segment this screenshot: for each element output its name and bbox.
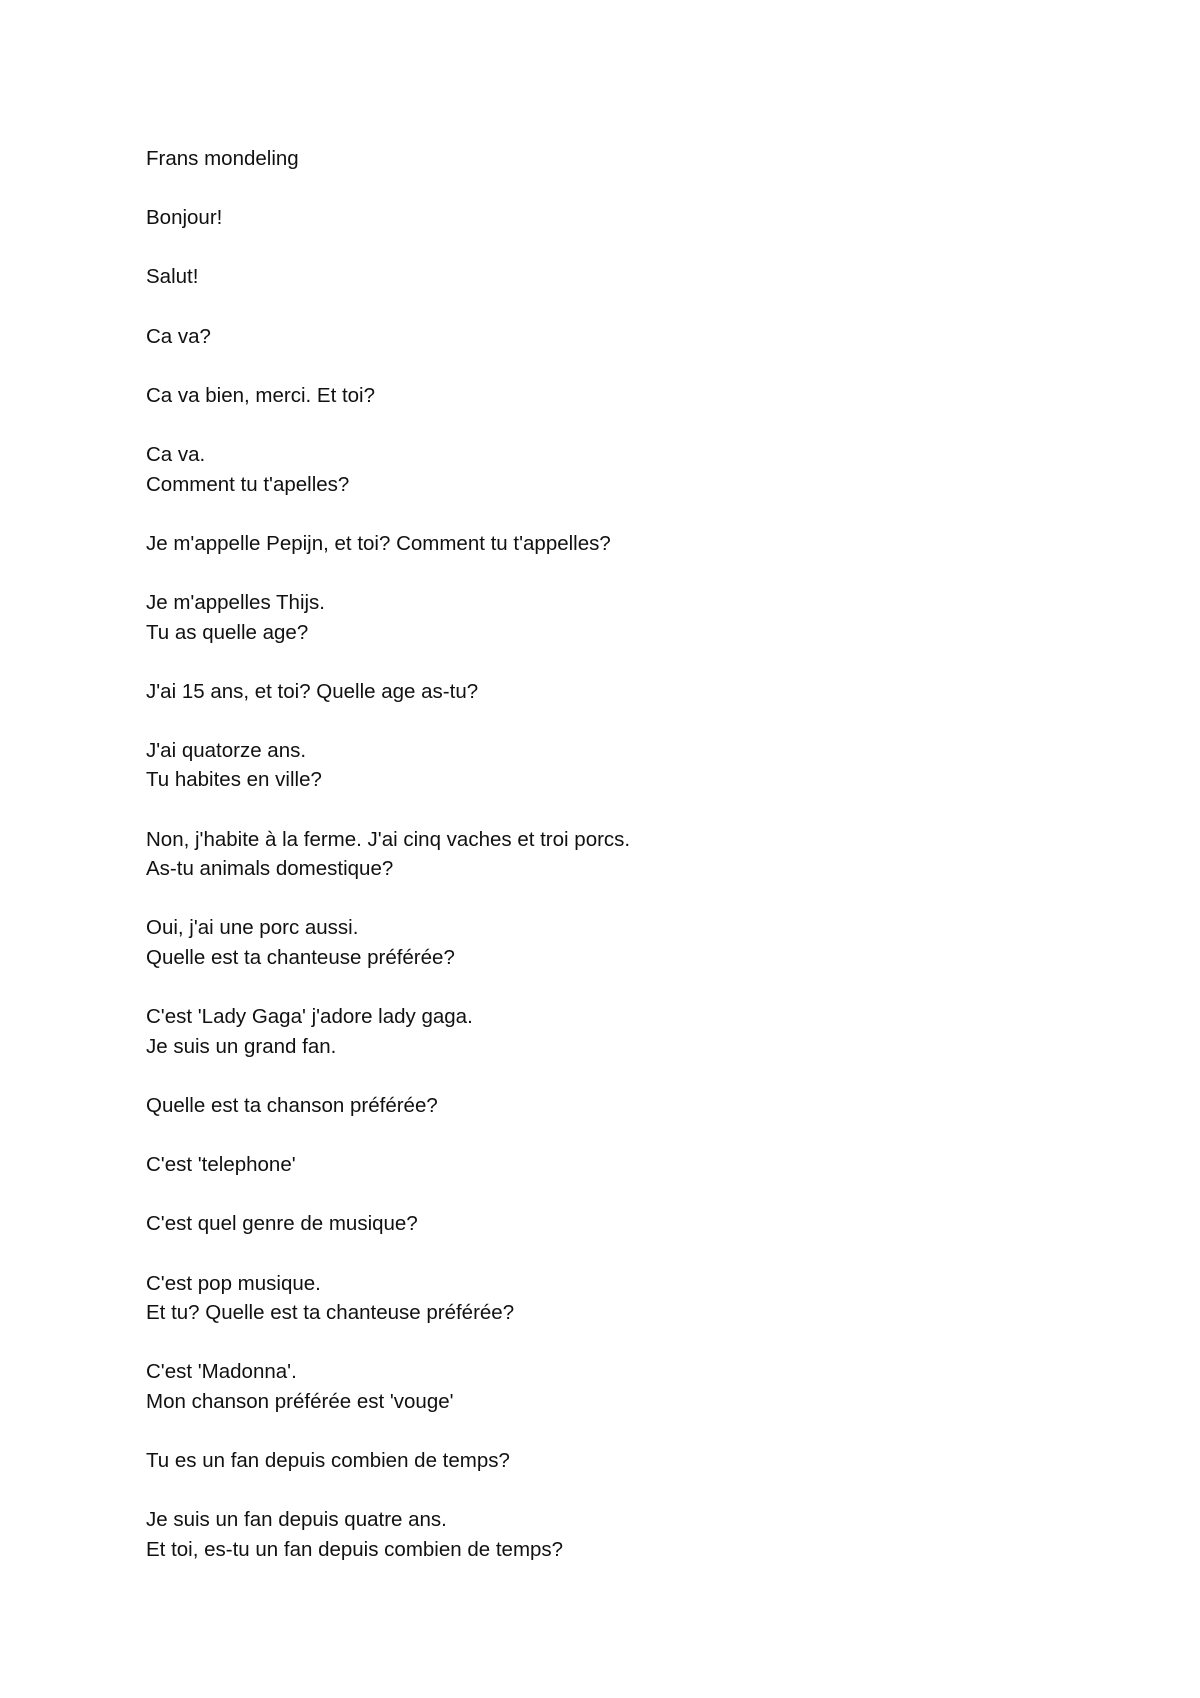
paragraph (146, 913, 1046, 972)
text-line: Ca va bien, merci. Et toi? (146, 383, 376, 407)
text-line: Je suis un fan depuis quatre ans. (146, 1508, 447, 1532)
text-line: Tu habites en ville? (146, 768, 322, 792)
document-title (146, 144, 1046, 174)
paragraph (146, 381, 1046, 411)
paragraph (146, 262, 1046, 292)
paragraph (146, 1150, 1046, 1180)
paragraph (146, 825, 1046, 884)
paragraph (146, 1209, 1046, 1239)
text-line: Je m'appelle Pepijn, et toi? Comment tu t'appelles? (146, 531, 611, 555)
text-line: Salut! (146, 265, 199, 289)
text-line: J'ai 15 ans, et toi? Quelle age as-tu? (146, 679, 479, 703)
text-line: Ca va? (146, 324, 211, 348)
text-line: Comment tu t'apelles? (146, 472, 350, 496)
text-line: C'est pop musique. (146, 1271, 321, 1295)
text-line: C'est quel genre de musique? (146, 1212, 418, 1236)
document-body (146, 144, 1046, 1594)
text-line: As-tu animals domestique? (146, 857, 394, 881)
title-text: Frans mondeling (146, 147, 299, 170)
text-line: J'ai quatorze ans. (146, 738, 307, 762)
text-line: Et tu? Quelle est ta chanteuse préférée? (146, 1301, 515, 1325)
paragraph (146, 203, 1046, 233)
text-line: Non, j'habite à la ferme. J'ai cinq vaches et troi porcs. (146, 827, 631, 851)
paragraph (146, 1357, 1046, 1416)
text-line: Je m'appelles Thijs. (146, 590, 326, 614)
text-line: C'est 'telephone' (146, 1153, 296, 1177)
text-line: Je suis un grand fan. (146, 1034, 337, 1058)
text-line: Quelle est ta chanson préférée? (146, 1094, 438, 1117)
paragraph (146, 1002, 1046, 1061)
text-line: Tu as quelle age? (146, 620, 309, 644)
paragraph (146, 440, 1046, 499)
paragraph (146, 1269, 1046, 1328)
text-line: Ca va. (146, 442, 206, 466)
paragraph (146, 1446, 1046, 1476)
text-line: Et toi, es-tu un fan depuis combien de temps? (146, 1537, 564, 1561)
paragraph (146, 588, 1046, 647)
paragraph (146, 322, 1046, 352)
text-line: Mon chanson préférée est 'vouge' (146, 1389, 454, 1413)
paragraph (146, 1505, 1046, 1564)
text-line: C'est 'Lady Gaga' j'adore lady gaga. (146, 1005, 473, 1029)
text-line: Bonjour! (146, 206, 223, 230)
text-line: C'est 'Madonna'. (146, 1360, 297, 1384)
text-line: Tu es un fan depuis combien de temps? (146, 1449, 510, 1473)
paragraph (146, 1091, 1046, 1121)
paragraph (146, 736, 1046, 795)
paragraph (146, 529, 1046, 559)
text-line: Quelle est ta chanteuse préférée? (146, 946, 455, 970)
text-line: Oui, j'ai une porc aussi. (146, 916, 359, 940)
paragraph (146, 677, 1046, 707)
